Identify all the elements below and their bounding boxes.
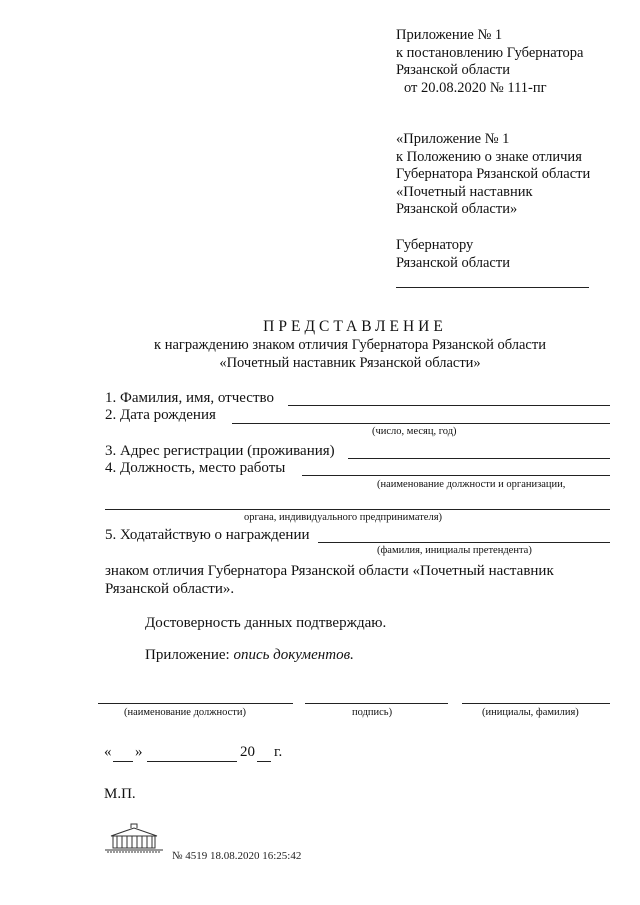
header-line-2: к постановлению Губернатора <box>396 44 584 61</box>
field-4-hint-1: (наименование должности и организации, <box>377 479 566 490</box>
field-1-line[interactable] <box>288 405 610 406</box>
field-5-hint: (фамилия, инициалы претендента) <box>377 545 532 556</box>
signature-position-line[interactable] <box>98 703 293 704</box>
registration-stamp: № 4519 18.08.2020 16:25:42 <box>172 850 302 862</box>
document-title: ПРЕДСТАВЛЕНИЕ <box>263 318 447 335</box>
title-subline-1: к награждению знаком отличия Губернатора Рязанской области <box>154 337 546 353</box>
header-line-3: Рязанской области <box>396 62 510 78</box>
date-month-line[interactable] <box>147 761 237 762</box>
addressee-block <box>396 237 510 272</box>
date-year-prefix: 20 <box>240 744 255 760</box>
addressee-underline <box>396 287 589 288</box>
date-year-suffix: г. <box>274 744 283 760</box>
date-quote-close: » <box>135 744 143 760</box>
header-block <box>396 27 583 97</box>
field-2-hint: (число, месяц, год) <box>372 426 457 437</box>
attachment-label: Приложение: <box>145 647 234 663</box>
header-line-1: Приложение № 1 <box>396 27 503 43</box>
confirmation-text: Достоверность данных подтверждаю. <box>145 615 387 631</box>
header-line-4: от 20.08.2020 № 111-пг <box>404 79 547 96</box>
attachment-value: опись документов. <box>233 647 354 663</box>
field-5-label: 5. Ходатайствую о награждении <box>105 527 310 543</box>
award-paragraph-line-1: знаком отличия Губернатора Рязанской области «Почетный наставник <box>105 563 554 579</box>
field-5-line[interactable] <box>318 542 610 543</box>
annex-block <box>396 131 590 219</box>
annex-line-5: Рязанской области» <box>396 201 518 217</box>
addressee-line-1: Губернатору <box>396 237 474 253</box>
addressee-line-2: Рязанской области <box>396 254 510 271</box>
date-quote-open: « <box>104 744 112 760</box>
signature-sign-line[interactable] <box>305 703 448 704</box>
field-2-line[interactable] <box>232 423 610 424</box>
date-day-line[interactable] <box>113 761 133 762</box>
date-year-line[interactable] <box>257 761 271 762</box>
award-paragraph-line-2: Рязанской области». <box>105 581 235 597</box>
annex-line-4: «Почетный наставник <box>396 183 533 200</box>
title-subline-2: «Почетный наставник Рязанской области» <box>219 355 481 371</box>
stamp-place-label: М.П. <box>104 786 136 802</box>
signature-position-hint: (наименование должности) <box>124 707 247 718</box>
field-4-line[interactable] <box>302 475 610 476</box>
signature-name-line[interactable] <box>462 703 610 704</box>
field-2-label: 2. Дата рождения <box>105 407 216 423</box>
annex-line-2: к Положению о знаке отличия <box>396 148 582 165</box>
field-3-label: 3. Адрес регистрации (проживания) <box>105 443 335 459</box>
field-4-hint-2: органа, индивидуального предпринимателя) <box>244 512 443 523</box>
field-1-label: 1. Фамилия, имя, отчество <box>105 390 274 406</box>
signature-sign-hint: подпись) <box>352 707 393 718</box>
annex-line-1: «Приложение № 1 <box>396 131 510 147</box>
field-4-line-2[interactable] <box>105 509 610 510</box>
signature-name-hint: (инициалы, фамилия) <box>482 707 579 718</box>
annex-line-3: Губернатора Рязанской области <box>396 166 591 182</box>
registration-emblem-icon <box>103 822 165 854</box>
field-3-line[interactable] <box>348 458 610 459</box>
field-4-label: 4. Должность, место работы <box>105 460 286 476</box>
attachment-line <box>145 647 354 664</box>
